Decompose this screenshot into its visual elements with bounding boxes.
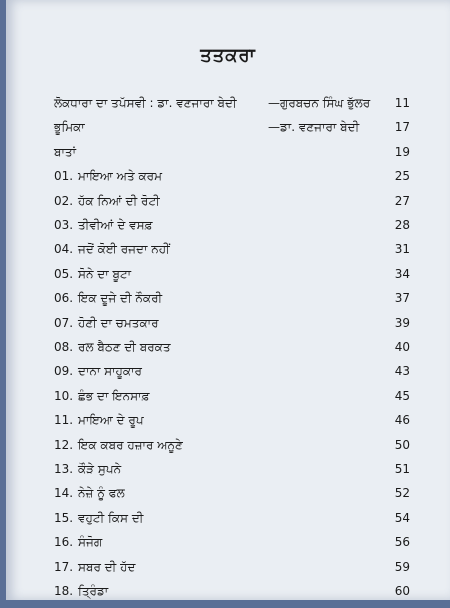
toc-page-number: 54: [394, 510, 410, 525]
toc-page-number: 11: [394, 96, 410, 110]
book-page: [6, 0, 450, 600]
toc-page-number: 59: [394, 559, 410, 574]
toc-story-row: [6, 364, 450, 388]
toc-prelim-row: [6, 96, 450, 120]
toc-entry-label: ਹੋਣੀ ਦਾ ਚਮਤਕਾਰ: [78, 315, 159, 330]
toc-story-row: [6, 413, 450, 437]
table-of-contents: [6, 0, 450, 600]
toc-entry-number: 07.: [54, 315, 74, 330]
toc-page-number: 50: [394, 437, 410, 452]
toc-page-number: 52: [394, 486, 410, 501]
toc-entry-number: 06.: [54, 291, 74, 306]
toc-story-row: [6, 267, 450, 291]
toc-story-row: [6, 316, 450, 340]
toc-story-row: [6, 584, 450, 608]
toc-entry-author: —ਗੁਰਬਚਨ ਸਿੰਘ ਭੁੱਲਰ: [268, 96, 371, 110]
toc-story-row: [6, 389, 450, 413]
page-title: ਤਤਕਰਾ: [200, 45, 256, 66]
toc-entry-label: ਰਲ ਬੈਠਣ ਦੀ ਬਰਕਤ: [78, 340, 171, 354]
toc-entry-label: ਤ੍ਰਿੰਡਾ: [78, 584, 109, 598]
toc-story-row: [6, 169, 450, 193]
toc-page-number: 40: [394, 340, 410, 354]
toc-entry-number: 12.: [54, 437, 74, 452]
toc-entry-author: —ਡਾ. ਵਣਜਾਰਾ ਬੇਦੀ: [268, 120, 360, 135]
toc-entry-number: 13.: [54, 462, 74, 476]
toc-prelim-row: [6, 120, 450, 144]
toc-entry-label: ਸਬਰ ਦੀ ਹੱਦ: [78, 559, 136, 574]
toc-entry-number: 17.: [54, 559, 74, 574]
toc-entry-number: 05.: [54, 266, 74, 281]
toc-prelim-row: [6, 145, 450, 169]
toc-story-row: [6, 511, 450, 535]
toc-story-row: [6, 242, 450, 266]
toc-page-number: 43: [394, 364, 410, 379]
toc-entry-label: ਕੌੜੇ ਸੁਪਨੇ: [78, 462, 122, 476]
toc-entry-label: ਬਾਤਾਂ: [54, 144, 76, 159]
toc-page-number: 28: [394, 218, 410, 232]
toc-entry-label: ਛੰਭ ਦਾ ਇਨਸਾਫ਼: [78, 388, 150, 403]
toc-page-number: 60: [394, 584, 410, 598]
toc-entry-label: ਦਾਨਾ ਸਾਹੂਕਾਰ: [78, 364, 142, 379]
toc-entry-label: ਲੋਕਧਾਰਾ ਦਾ ਤਪੱਸਵੀ : ਡਾ. ਵਣਜਾਰਾ ਬੇਦੀ: [54, 96, 237, 110]
toc-page-number: 25: [394, 169, 410, 184]
toc-entry-label: ਇਕ ਕਬਰ ਹਜ਼ਾਰ ਅਨੂਣੇ: [78, 437, 183, 452]
toc-entry-label: ਸੰਜੋਗ: [78, 535, 103, 550]
toc-page-number: 56: [394, 535, 410, 550]
toc-story-row: [6, 194, 450, 218]
toc-entry-number: 11.: [54, 413, 74, 428]
toc-entry-number: 03.: [54, 218, 74, 232]
toc-story-row: [6, 340, 450, 364]
toc-entry-label: ਇਕ ਦੂਜੇ ਦੀ ਨੌਕਰੀ: [78, 291, 163, 306]
toc-story-row: [6, 438, 450, 462]
toc-page-number: 27: [394, 193, 410, 208]
toc-entry-label: ਮਾਇਆ ਅਤੇ ਕਰਮ: [78, 169, 162, 184]
toc-entry-number: 04.: [54, 242, 74, 257]
toc-entry-label: ਹੱਕ ਨਿਆਂ ਦੀ ਰੋਟੀ: [78, 193, 160, 208]
toc-entry-number: 18.: [54, 584, 74, 598]
toc-page-number: 37: [394, 291, 410, 306]
toc-entry-number: 15.: [54, 510, 74, 525]
toc-entry-label: ਵਹੁਟੀ ਕਿਸ ਦੀ: [78, 510, 144, 525]
toc-entry-number: 02.: [54, 193, 74, 208]
toc-entry-label: ਜਦੋਂ ਕੋਈ ਰਜਦਾ ਨਹੀਂ: [78, 242, 170, 257]
toc-page-number: 17: [394, 120, 410, 135]
toc-story-row: [6, 218, 450, 242]
toc-page-number: 19: [394, 144, 410, 159]
toc-entry-label: ਨੇਜ਼ੇ ਨੂੰ ਫਲ: [78, 486, 125, 501]
toc-entry-number: 14.: [54, 486, 74, 501]
toc-entry-number: 16.: [54, 535, 74, 550]
toc-entry-number: 01.: [54, 169, 74, 184]
toc-page-number: 51: [394, 462, 410, 476]
toc-story-row: [6, 560, 450, 584]
toc-entry-number: 08.: [54, 340, 74, 354]
toc-entry-label: ਸੋਨੇ ਦਾ ਬੂਟਾ: [78, 266, 132, 281]
toc-page-number: 39: [394, 315, 410, 330]
toc-page-number: 46: [394, 413, 410, 428]
toc-story-row: [6, 291, 450, 315]
toc-entry-label: ਭੂਮਿਕਾ: [54, 120, 85, 135]
toc-entry-label: ਤੀਵੀਆਂ ਦੇ ਵਸਫ਼: [78, 218, 153, 232]
toc-page-number: 34: [394, 266, 410, 281]
toc-entry-number: 10.: [54, 388, 74, 403]
toc-page-number: 31: [394, 242, 410, 257]
toc-page-number: 45: [394, 388, 410, 403]
toc-story-row: [6, 462, 450, 486]
toc-entry-number: 09.: [54, 364, 74, 379]
toc-entry-label: ਮਾਇਆ ਦੇ ਰੂਪ: [78, 413, 144, 428]
toc-story-row: [6, 486, 450, 510]
toc-story-row: [6, 535, 450, 559]
